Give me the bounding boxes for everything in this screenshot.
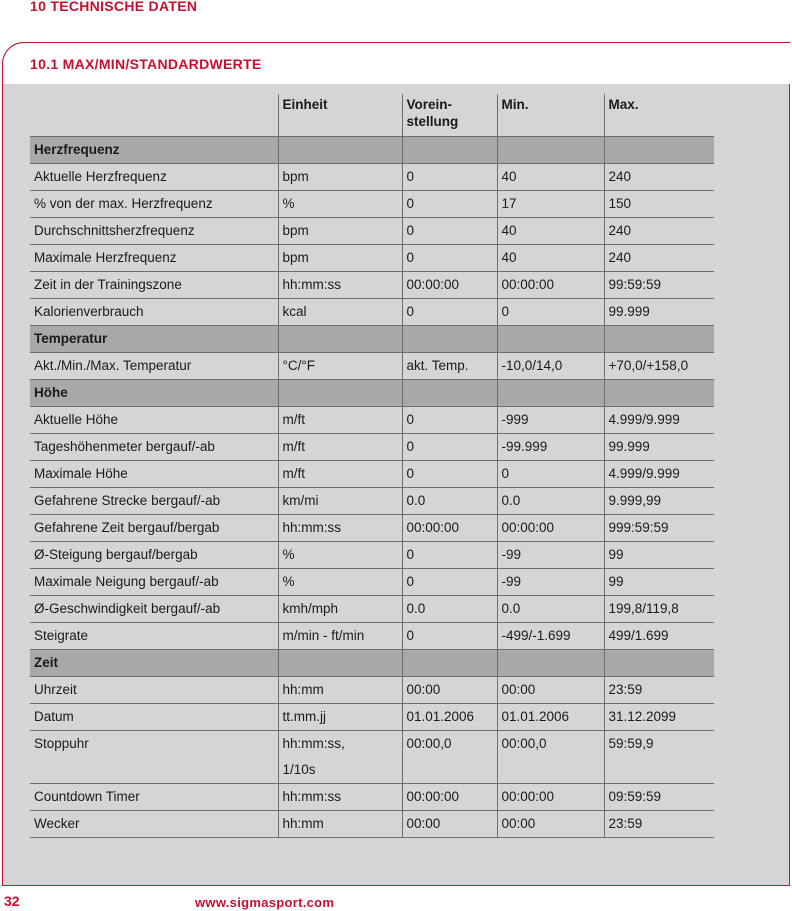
table-row — [30, 488, 714, 515]
table-cell — [604, 137, 714, 164]
row-label: Maximale Höhe — [30, 461, 278, 488]
footer-url: www.sigmasport.com — [195, 895, 335, 910]
table-cell: 0 — [497, 461, 604, 488]
table-cell: °C/°F — [278, 353, 402, 380]
table-cell: bpm — [278, 245, 402, 272]
row-label: Ø-Steigung bergauf/bergab — [30, 542, 278, 569]
table-row — [30, 353, 714, 380]
table-cell — [604, 650, 714, 677]
table-cell: 0 — [402, 164, 497, 191]
table-cell — [497, 380, 604, 407]
table-cell: 00:00:00 — [402, 784, 497, 811]
table-cell: -99 — [497, 542, 604, 569]
table-cell: 00:00:00 — [402, 272, 497, 299]
table-cell: 240 — [604, 245, 714, 272]
table-cell: 09:59:59 — [604, 784, 714, 811]
table-cell: % — [278, 191, 402, 218]
table-row — [30, 218, 714, 245]
table-cell: akt. Temp. — [402, 353, 497, 380]
table-cell: m/ft — [278, 434, 402, 461]
table-cell: 99:59:59 — [604, 272, 714, 299]
table-row — [30, 191, 714, 218]
row-label: Countdown Timer — [30, 784, 278, 811]
section-title: 10.1 MAX/MIN/STANDARDWERTE — [30, 56, 262, 72]
table-row — [30, 623, 714, 650]
row-label: Akt./Min./Max. Temperatur — [30, 353, 278, 380]
row-label: Zeit in der Trainingszone — [30, 272, 278, 299]
table-cell: m/ft — [278, 461, 402, 488]
table-cell: m/ft — [278, 407, 402, 434]
table-cell: 0 — [402, 191, 497, 218]
table-row — [30, 677, 714, 704]
table-cell — [402, 137, 497, 164]
table-cell: 0 — [402, 542, 497, 569]
row-label: Durchschnittsherzfrequenz — [30, 218, 278, 245]
table-header-row — [30, 94, 714, 137]
table-row — [30, 434, 714, 461]
table-row — [30, 164, 714, 191]
table-cell: 99.999 — [604, 299, 714, 326]
table-cell — [402, 650, 497, 677]
table-row — [30, 704, 714, 731]
table-cell — [497, 650, 604, 677]
table-cell: 01.01.2006 — [497, 704, 604, 731]
table-cell: 01.01.2006 — [402, 704, 497, 731]
column-header: Vorein- stellung — [402, 94, 497, 137]
row-label: Aktuelle Höhe — [30, 407, 278, 434]
table-cell: 0 — [497, 299, 604, 326]
row-label: Stoppuhr — [30, 731, 278, 784]
table-cell: -499/-1.699 — [497, 623, 604, 650]
page-number: 32 — [4, 893, 20, 909]
table-cell: 00:00:00 — [497, 515, 604, 542]
table-cell — [604, 380, 714, 407]
table-cell: 00:00 — [497, 811, 604, 838]
column-header: Min. — [497, 94, 604, 137]
table-cell — [604, 326, 714, 353]
table-cell — [278, 650, 402, 677]
table-cell: 99 — [604, 569, 714, 596]
table-row — [30, 569, 714, 596]
group-label: Zeit — [30, 650, 278, 677]
row-label: Datum — [30, 704, 278, 731]
table-cell: 0 — [402, 218, 497, 245]
table-cell: km/mi — [278, 488, 402, 515]
column-header: Max. — [604, 94, 714, 137]
table-cell: % — [278, 542, 402, 569]
table-cell: hh:mm — [278, 811, 402, 838]
table-cell: 240 — [604, 164, 714, 191]
group-header-row — [30, 137, 714, 164]
specs-table — [30, 94, 714, 838]
table-cell: 0.0 — [497, 488, 604, 515]
table-cell: 499/1.699 — [604, 623, 714, 650]
row-label: Steigrate — [30, 623, 278, 650]
group-label: Temperatur — [30, 326, 278, 353]
table-cell: 240 — [604, 218, 714, 245]
table-cell: 150 — [604, 191, 714, 218]
table-cell: 00:00:00 — [497, 272, 604, 299]
row-label: Tageshöhenmeter bergauf/-ab — [30, 434, 278, 461]
table-cell: tt.mm.jj — [278, 704, 402, 731]
table-cell: 99.999 — [604, 434, 714, 461]
table-cell: 23:59 — [604, 677, 714, 704]
table-row — [30, 515, 714, 542]
row-label: Gefahrene Strecke bergauf/-ab — [30, 488, 278, 515]
table-row — [30, 245, 714, 272]
table-cell: -99.999 — [497, 434, 604, 461]
table-cell: hh:mm:ss — [278, 272, 402, 299]
table-cell: 199,8/119,8 — [604, 596, 714, 623]
table-cell: 0 — [402, 434, 497, 461]
group-header-row — [30, 380, 714, 407]
table-cell: 0 — [402, 245, 497, 272]
table-cell: 00:00,0 — [497, 731, 604, 784]
table-row — [30, 596, 714, 623]
table-cell: 9.999,99 — [604, 488, 714, 515]
table-row — [30, 461, 714, 488]
table-cell: kcal — [278, 299, 402, 326]
table-cell — [497, 326, 604, 353]
table-cell — [402, 380, 497, 407]
table-cell: 999:59:59 — [604, 515, 714, 542]
table-cell: 0 — [402, 299, 497, 326]
row-label: Kalorienverbrauch — [30, 299, 278, 326]
table-cell: 00:00,0 — [402, 731, 497, 784]
table-cell: hh:mm:ss, 1/10s — [278, 731, 402, 784]
table-cell: +70,0/+158,0 — [604, 353, 714, 380]
table-cell: hh:mm:ss — [278, 515, 402, 542]
table-row — [30, 407, 714, 434]
table-cell: 40 — [497, 245, 604, 272]
table-cell: 0.0 — [497, 596, 604, 623]
table-cell: hh:mm — [278, 677, 402, 704]
table-cell: 00:00 — [497, 677, 604, 704]
column-header — [30, 94, 278, 137]
row-label: Maximale Herzfrequenz — [30, 245, 278, 272]
group-label: Höhe — [30, 380, 278, 407]
table-cell: kmh/mph — [278, 596, 402, 623]
table-cell: bpm — [278, 218, 402, 245]
table-cell: 40 — [497, 218, 604, 245]
table-cell: -10,0/14,0 — [497, 353, 604, 380]
table-cell: 0 — [402, 461, 497, 488]
row-label: Gefahrene Zeit bergauf/bergab — [30, 515, 278, 542]
table-cell — [402, 326, 497, 353]
row-label: % von der max. Herzfrequenz — [30, 191, 278, 218]
row-label: Maximale Neigung bergauf/-ab — [30, 569, 278, 596]
table-row — [30, 811, 714, 838]
row-label: Ø-Geschwindigkeit bergauf/-ab — [30, 596, 278, 623]
table-row — [30, 784, 714, 811]
column-header: Einheit — [278, 94, 402, 137]
table-row — [30, 272, 714, 299]
table-cell: 4.999/9.999 — [604, 461, 714, 488]
table-cell — [278, 137, 402, 164]
group-header-row — [30, 326, 714, 353]
group-label: Herzfrequenz — [30, 137, 278, 164]
table-cell: m/min - ft/min — [278, 623, 402, 650]
table-cell: 0 — [402, 569, 497, 596]
table-cell: 00:00 — [402, 677, 497, 704]
table-row — [30, 542, 714, 569]
table-cell: bpm — [278, 164, 402, 191]
table-cell: 0.0 — [402, 596, 497, 623]
table-cell: 59:59,9 — [604, 731, 714, 784]
table-cell: % — [278, 569, 402, 596]
table-cell: 17 — [497, 191, 604, 218]
table-cell: 00:00:00 — [497, 784, 604, 811]
table-row — [30, 731, 714, 784]
table-cell — [497, 137, 604, 164]
table-cell: hh:mm:ss — [278, 784, 402, 811]
table-cell: 00:00:00 — [402, 515, 497, 542]
table-cell: 40 — [497, 164, 604, 191]
table-cell: -99 — [497, 569, 604, 596]
chapter-title: 10 TECHNISCHE DATEN — [30, 0, 198, 14]
table-cell: 4.999/9.999 — [604, 407, 714, 434]
table-cell: 31.12.2099 — [604, 704, 714, 731]
table-cell: 0.0 — [402, 488, 497, 515]
table-cell: 23:59 — [604, 811, 714, 838]
table-cell: -999 — [497, 407, 604, 434]
table-body — [30, 137, 714, 838]
table-cell — [278, 380, 402, 407]
table-cell: 99 — [604, 542, 714, 569]
table-cell: 0 — [402, 623, 497, 650]
row-label: Uhrzeit — [30, 677, 278, 704]
group-header-row — [30, 650, 714, 677]
table-cell: 0 — [402, 407, 497, 434]
table-cell — [278, 326, 402, 353]
row-label: Aktuelle Herzfrequenz — [30, 164, 278, 191]
row-label: Wecker — [30, 811, 278, 838]
table-cell: 00:00 — [402, 811, 497, 838]
table-row — [30, 299, 714, 326]
